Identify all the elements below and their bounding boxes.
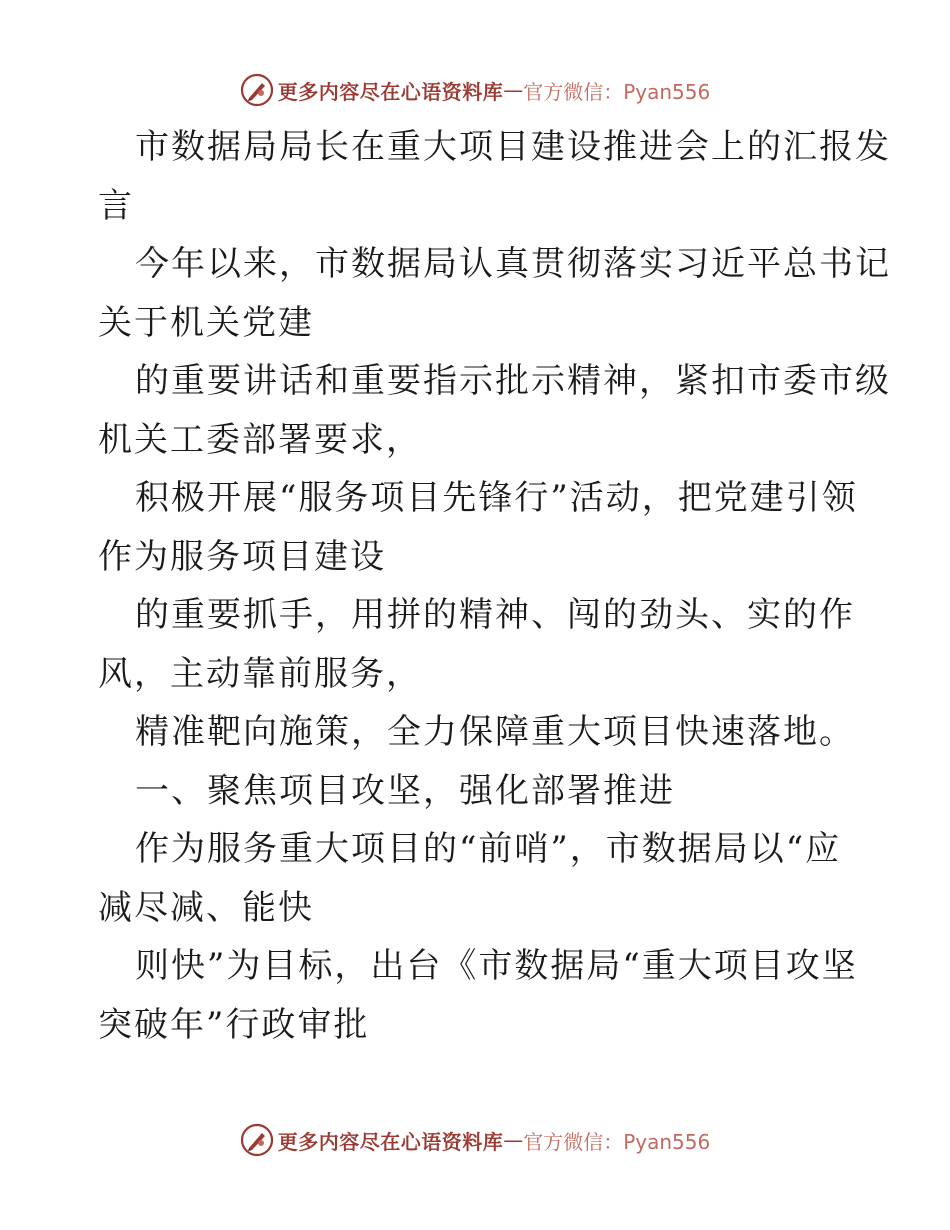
text-line: 的重要讲话和重要指示批示精神，紧扣市委市级: [135, 361, 891, 401]
contact-text: 官方微信：Pyan556: [523, 1129, 711, 1154]
pen-logo-icon: [240, 1123, 274, 1157]
text-line: 关于机关党建: [98, 302, 314, 343]
text-line: 的重要抓手，用拼的精神、闯的劲头、实的作: [135, 595, 855, 635]
brand-text: 更多内容尽在心语资料库: [277, 1129, 504, 1154]
footer-watermark-banner: [0, 1120, 950, 1160]
text-line: 机关工委部署要求，: [98, 419, 422, 460]
banner-dash: —: [503, 1128, 524, 1152]
text-line: 市数据局局长在重大项目建设推进会上的汇报发: [135, 127, 891, 167]
brand-text: 更多内容尽在心语资料库: [277, 79, 504, 104]
text-line: 积极开展“服务项目先锋行”活动，把党建引领: [135, 478, 858, 518]
header-watermark-banner: [0, 70, 950, 110]
document-body: [98, 118, 891, 1054]
text-line: 风，主动靠前服务，: [98, 653, 422, 694]
text-line: 今年以来，市数据局认真贯彻落实习近平总书记: [135, 244, 891, 284]
text-line: 减尽减、能快: [98, 887, 314, 928]
banner-dash: —: [503, 78, 524, 102]
text-line: 一、聚焦项目攻坚，强化部署推进: [135, 770, 675, 811]
text-line: 作为服务重大项目的“前哨”，市数据局以“应: [135, 829, 842, 869]
text-line: 精准靶向施策，全力保障重大项目快速落地。: [135, 712, 855, 752]
text-line: 突破年”行政审批: [98, 1004, 370, 1045]
text-line: 则快”为目标，出台《市数据局“重大项目攻坚: [135, 946, 858, 986]
pen-logo-icon: [240, 73, 274, 107]
text-line: 言: [98, 185, 134, 226]
text-line: 作为服务项目建设: [98, 536, 386, 577]
contact-text: 官方微信：Pyan556: [523, 79, 711, 104]
